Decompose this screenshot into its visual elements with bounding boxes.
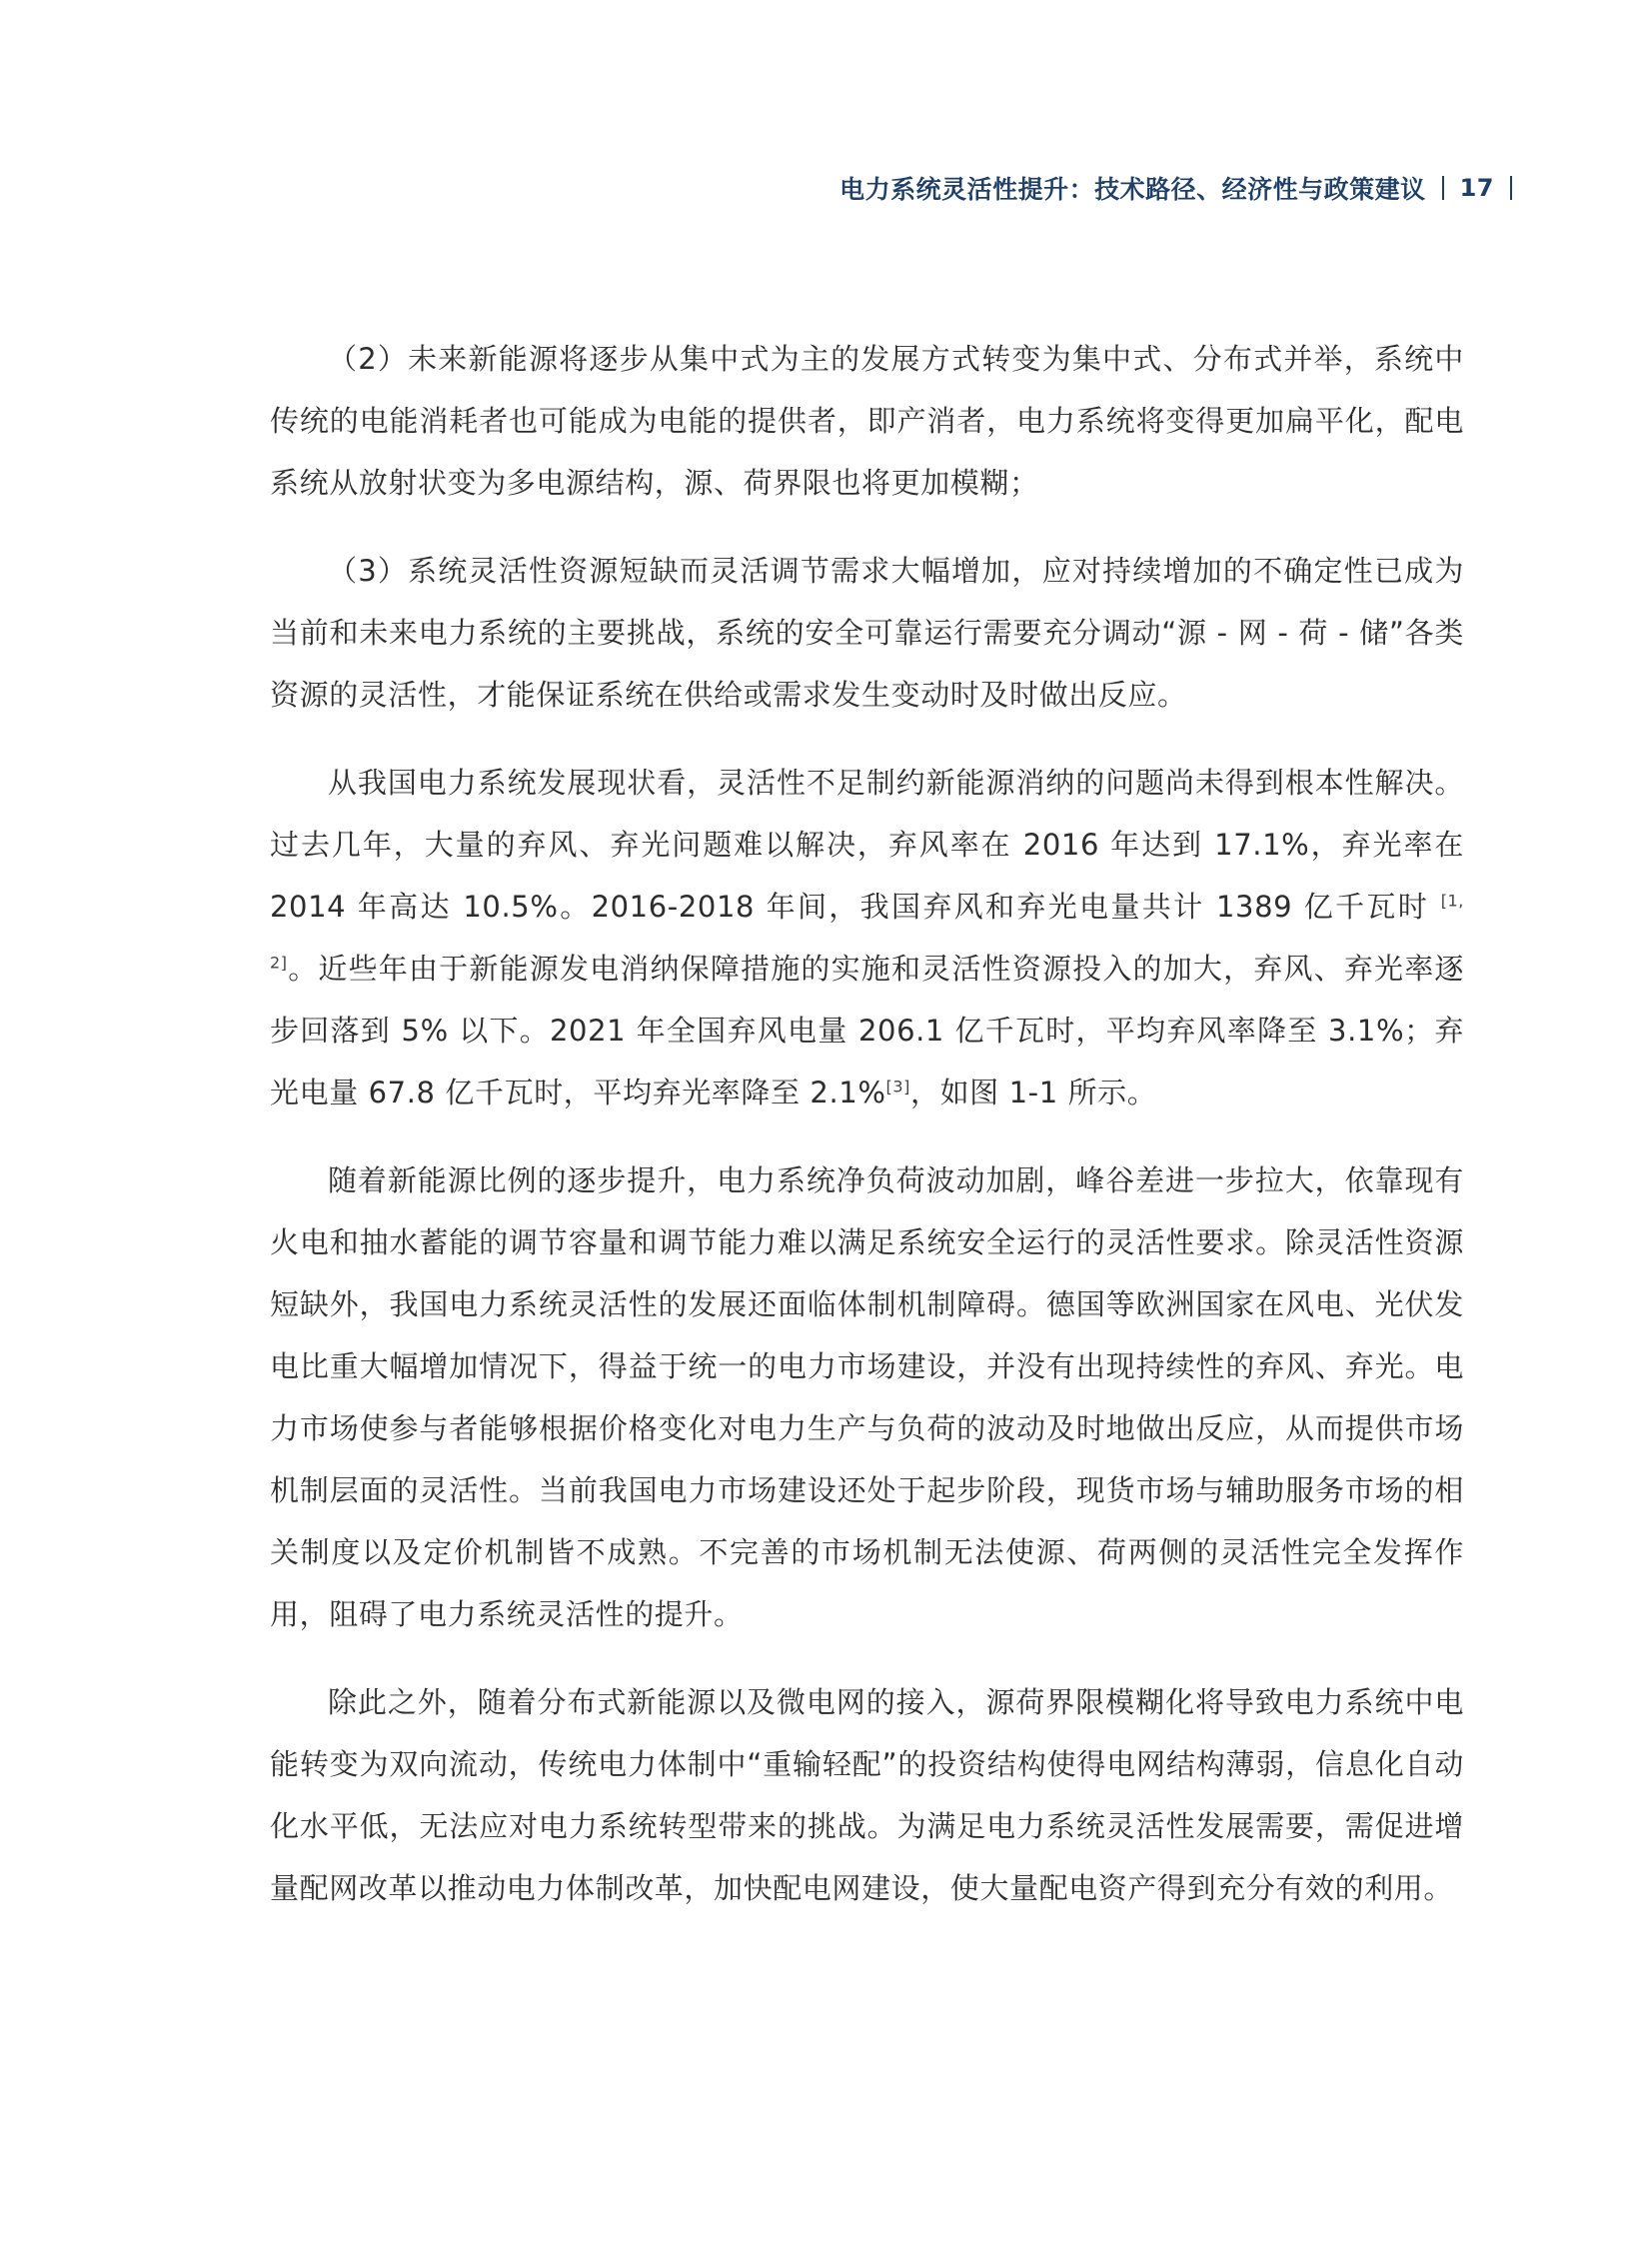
body-content: [270, 328, 1464, 1945]
header-title: 电力系统灵活性提升：技术路径、经济性与政策建议: [839, 175, 1426, 204]
citation-ref-1-2: [1, 2]: [270, 891, 1464, 973]
paragraph-text: 从我国电力系统发展现状看，灵活性不足制约新能源消纳的问题尚未得到根本性解决。过去几年，大量的弃风、弃光问题难以解决，弃风率在 2016 年达到 17.1%，弃光率在 2014 年高达 10.5%。2016-2018 年间，我国弃风和弃光电量共计 1389 亿千瓦时: [270, 766, 1464, 924]
paragraph-item-2: （2）未来新能源将逐步从集中式为主的发展方式转变为集中式、分布式并举，系统中传统的电能消耗者也可能成为电能的提供者，即产消者，电力系统将变得更加扁平化，配电系统从放射状变为多电源结构，源、荷界限也将更加模糊；: [270, 342, 1464, 500]
paragraph-text: ，如图 1-1 所示。: [909, 1076, 1157, 1110]
header-divider-left: [1442, 176, 1444, 200]
citation-ref-3: [3]: [885, 1077, 910, 1097]
paragraph-text: 。近些年由于新能源发电消纳保障措施的实施和灵活性资源投入的加大，弃风、弃光率逐步回落到 5% 以下。2021 年全国弃风电量 206.1 亿千瓦时，平均弃风率降至 3.1%；弃光电量 67.8 亿千瓦时，平均弃光率降至 2.1%: [270, 952, 1464, 1110]
paragraph-curtailment-status: [270, 752, 1464, 1123]
paragraph-market-mechanism: 随着新能源比例的逐步提升，电力系统净负荷波动加剧，峰谷差进一步拉大，依靠现有火电和抽水蓄能的调节容量和调节能力难以满足系统安全运行的灵活性要求。除灵活性资源短缺外，我国电力系统灵活性的发展还面临体制机制障碍。德国等欧洲国家在风电、光伏发电比重大幅增加情况下，得益于统一的电力市场建设，并没有出现持续性的弃风、弃光。电力市场使参与者能够根据价格变化对电力生产与负荷的波动及时地做出反应，从而提供市场机制层面的灵活性。当前我国电力市场建设还处于起步阶段，现货市场与辅助服务市场的相关制度以及定价机制皆不成熟。不完善的市场机制无法使源、荷两侧的灵活性完全发挥作用，阻碍了电力系统灵活性的提升。: [270, 1163, 1464, 1631]
paragraph-item-3: （3）系统灵活性资源短缺而灵活调节需求大幅增加，应对持续增加的不确定性已成为当前和未来电力系统的主要挑战，系统的安全可靠运行需要充分调动“源 - 网 - 荷 - 储”各类资源的灵活性，才能保证系统在供给或需求发生变动时及时做出反应。: [270, 554, 1464, 712]
header-divider-right: [1510, 176, 1512, 200]
paragraph-distribution-network: 除此之外，随着分布式新能源以及微电网的接入，源荷界限模糊化将导致电力系统中电能转变为双向流动，传统电力体制中“重输轻配”的投资结构使得电网结构薄弱，信息化自动化水平低，无法应对电力系统转型带来的挑战。为满足电力系统灵活性发展需要，需促进增量配网改革以推动电力体制改革，加快配电网建设，使大量配电资产得到充分有效的利用。: [270, 1685, 1464, 1905]
page-number: 17: [1459, 174, 1494, 202]
running-header: [839, 168, 1528, 208]
